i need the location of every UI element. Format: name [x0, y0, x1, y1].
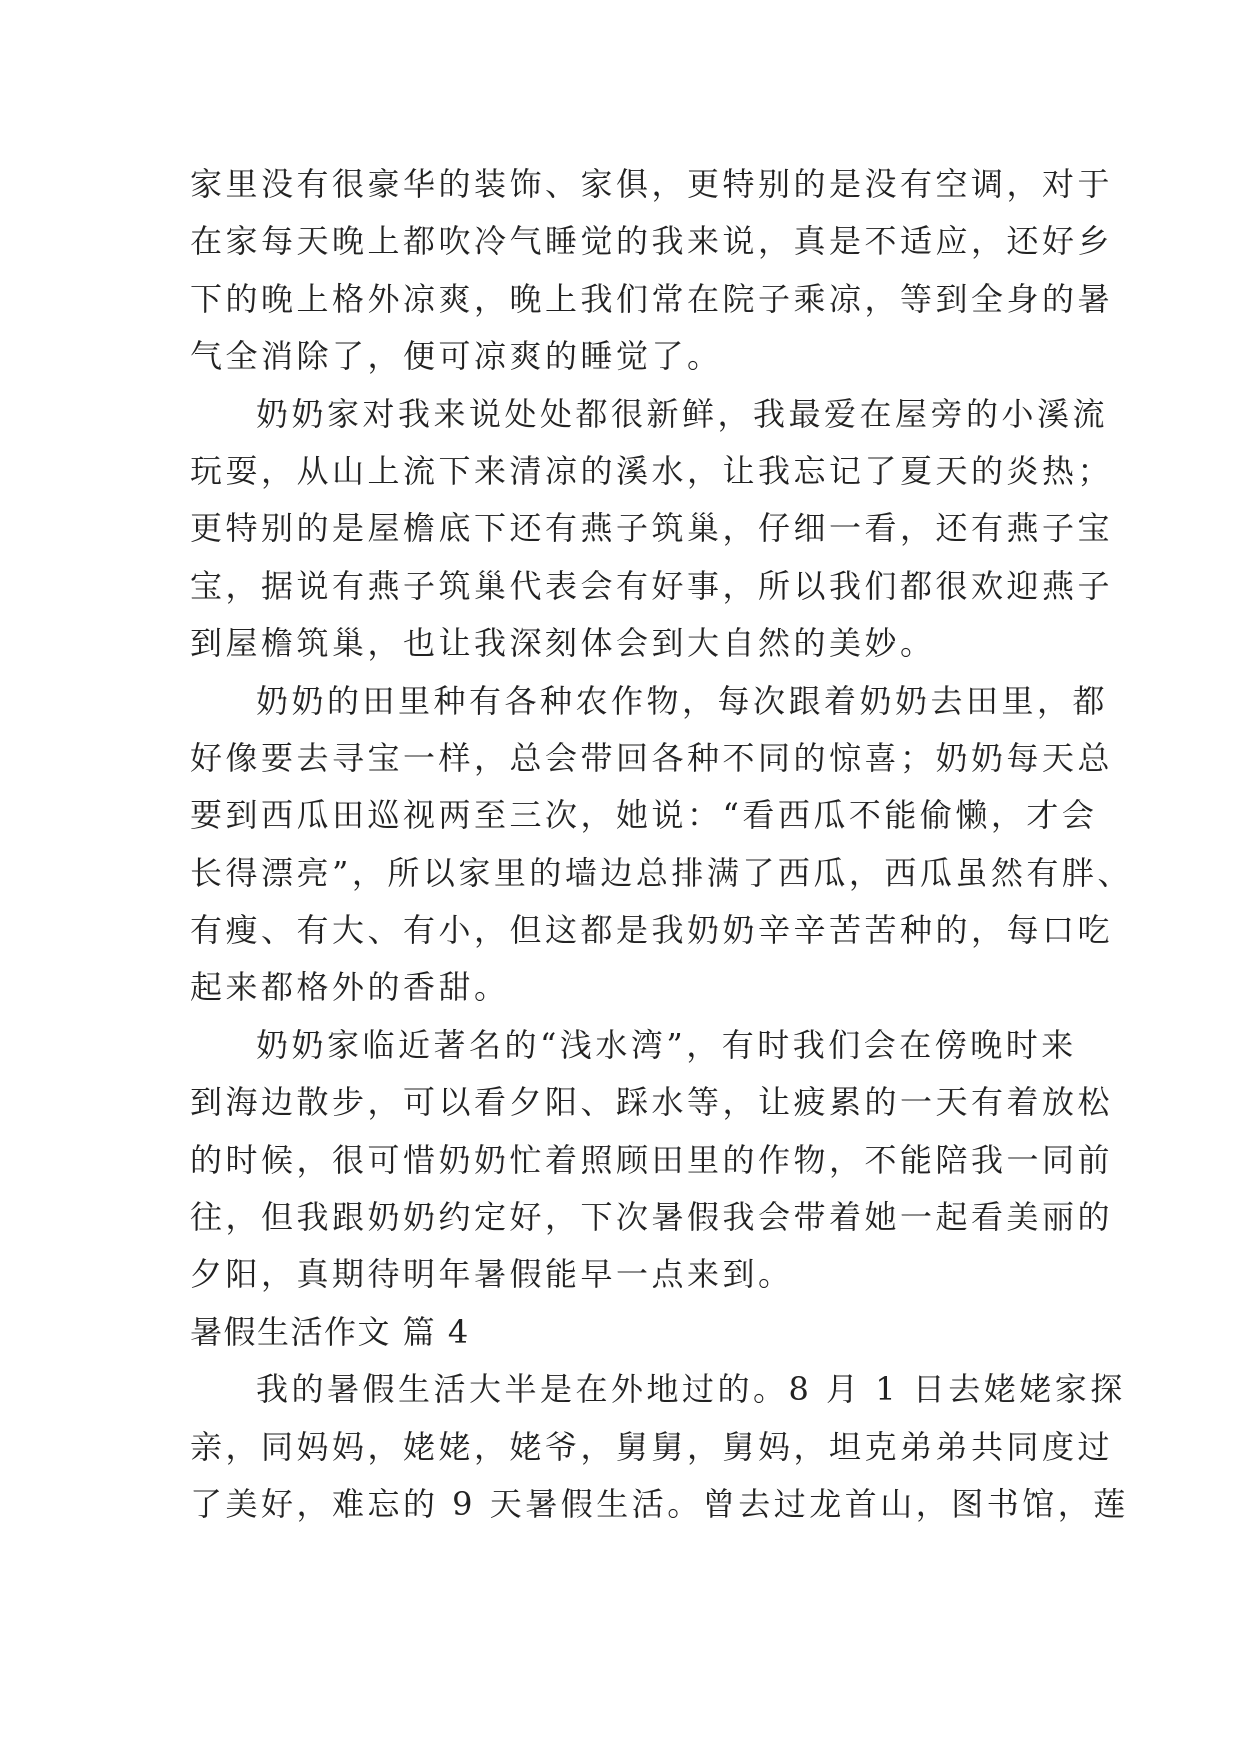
body-line: 在家每天晚上都吹冷气睡觉的我来说，真是不适应，还好乡 — [190, 222, 1114, 261]
body-line: 下的晚上格外凉爽，晚上我们常在院子乘凉，等到全身的暑 — [190, 279, 1114, 318]
body-line: 了美好，难忘的 9 天暑假生活。曾去过龙首山，图书馆，莲 — [190, 1484, 1129, 1523]
body-line: 往，但我跟奶奶约定好，下次暑假我会带着她一起看美丽的 — [190, 1198, 1114, 1237]
article-body — [190, 156, 1133, 1533]
body-line: 起来都格外的香甜。 — [190, 968, 510, 1007]
body-line: 好像要去寻宝一样，总会带回各种不同的惊喜；奶奶每天总 — [190, 738, 1114, 777]
body-line: 玩耍，从山上流下来清凉的溪水，让我忘记了夏天的炎热； — [190, 451, 1114, 490]
paragraph-start-line: 我的暑假生活大半是在外地过的。8 月 1 日去姥姥家探 — [256, 1370, 1126, 1409]
section-heading: 暑假生活作文 篇 4 — [190, 1312, 470, 1351]
body-line: 到海边散步，可以看夕阳、踩水等，让疲累的一天有着放松 — [190, 1083, 1114, 1122]
paragraph-start-line: 奶奶的田里种有各种农作物，每次跟着奶奶去田里，都 — [256, 681, 1109, 720]
body-line: 宝，据说有燕子筑巢代表会有好事，所以我们都很欢迎燕子 — [190, 566, 1114, 605]
body-line: 气全消除了，便可凉爽的睡觉了。 — [190, 337, 723, 376]
body-line: 要到西瓜田巡视两至三次，她说：“看西瓜不能偷懒，才会 — [190, 796, 1098, 835]
body-line: 更特别的是屋檐底下还有燕子筑巢，仔细一看，还有燕子宝 — [190, 509, 1114, 548]
body-line: 亲，同妈妈，姥姥，姥爷，舅舅，舅妈，坦克弟弟共同度过 — [190, 1427, 1114, 1466]
body-line: 到屋檐筑巢，也让我深刻体会到大自然的美妙。 — [190, 624, 936, 663]
body-line: 长得漂亮”，所以家里的墙边总排满了西瓜，西瓜虽然有胖、 — [190, 853, 1133, 892]
body-line: 的时候，很可惜奶奶忙着照顾田里的作物，不能陪我一同前 — [190, 1140, 1114, 1179]
paragraph-start-line: 奶奶家临近著名的“浅水湾”，有时我们会在傍晚时来 — [256, 1025, 1077, 1064]
body-line: 家里没有很豪华的装饰、家俱，更特别的是没有空调，对于 — [190, 165, 1114, 203]
paragraph-start-line: 奶奶家对我来说处处都很新鲜，我最爱在屋旁的小溪流 — [256, 394, 1109, 433]
body-line: 有瘦、有大、有小，但这都是我奶奶辛辛苦苦种的，每口吃 — [190, 911, 1114, 950]
body-line: 夕阳，真期待明年暑假能早一点来到。 — [190, 1255, 794, 1294]
